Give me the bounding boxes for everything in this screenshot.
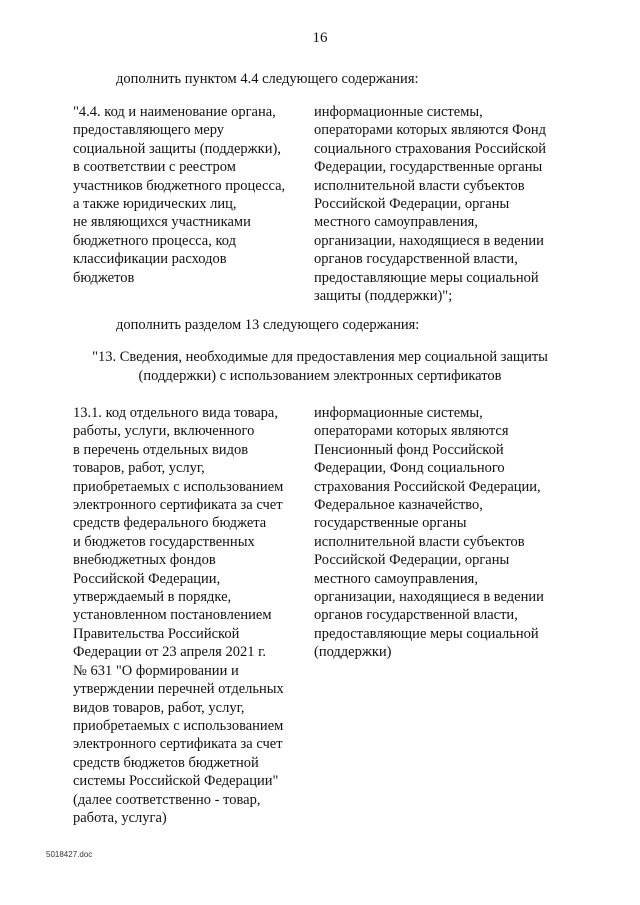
text-line: в перечень отдельных видов — [73, 441, 249, 458]
text-line: бюджетного процесса, код — [73, 232, 236, 249]
text-line: средств бюджетов бюджетной — [73, 754, 259, 771]
text-line: электронного сертификата за счет — [73, 736, 283, 753]
section-13-heading — [60, 348, 580, 386]
text-line: органов государственной власти, — [314, 251, 518, 268]
text-line: утверждении перечней отдельных — [73, 681, 284, 698]
text-line: (поддержки) — [314, 644, 392, 661]
text-line: внебюджетных фондов — [73, 552, 216, 569]
text-line: Пенсионный фонд Российской — [314, 441, 504, 458]
text-line: Федерации от 23 апреля 2021 г. — [73, 644, 267, 661]
text-line: "13. Сведения, необходимые для предоставления мер социальной защиты — [92, 349, 548, 365]
text-line: системы Российской Федерации" — [73, 773, 279, 790]
text-line: а также юридических лиц, — [73, 196, 237, 213]
intro-paragraph-section-13: дополнить разделом 13 следующего содержания: — [116, 317, 420, 333]
text-line: товаров, работ, услуг, — [73, 460, 205, 477]
text-line: социальной защиты (поддержки), — [73, 140, 281, 157]
text-line: утверждаемый в порядке, — [73, 589, 232, 606]
text-line: исполнительной власти субъектов — [314, 177, 525, 194]
text-line: Федеральное казначейство, — [314, 497, 483, 514]
text-line: Российской Федерации, органы — [314, 552, 510, 569]
text-line: предоставляющего меру — [73, 122, 225, 139]
text-line: видов товаров, работ, услуг, — [73, 699, 245, 716]
text-line: и бюджетов государственных — [73, 533, 255, 550]
text-line: классификации расходов — [73, 251, 227, 268]
text-line: Российской Федерации, органы — [314, 196, 510, 213]
text-line: "4.4. код и наименование органа, — [73, 104, 276, 120]
text-line: в соответствии с реестром — [73, 159, 236, 176]
row-13-1-right-column — [314, 404, 574, 662]
text-line: 13.1. код отдельного вида товара, — [73, 405, 278, 421]
text-line: Федерации, государственные органы — [314, 159, 543, 176]
text-line: работы, услуги, включенного — [73, 423, 255, 440]
text-line: социального страхования Российской — [314, 140, 547, 157]
text-line: электронного сертификата за счет — [73, 497, 283, 514]
text-line: не являющихся участниками — [73, 214, 251, 231]
text-line: информационные системы, — [314, 104, 483, 120]
text-line: государственные органы — [314, 515, 467, 532]
text-line: участников бюджетного процесса, — [73, 177, 286, 194]
text-line: Российской Федерации, — [73, 570, 221, 587]
text-line: органов государственной власти, — [314, 607, 518, 624]
text-line: защиты (поддержки)"; — [314, 288, 453, 305]
text-line: местного самоуправления, — [314, 214, 478, 231]
text-line: местного самоуправления, — [314, 570, 478, 587]
text-line: организации, находящиеся в ведении — [314, 232, 544, 249]
footer-document-name: 5018427.doc — [46, 850, 93, 859]
text-line: предоставляющие меры социальной — [314, 625, 539, 642]
text-line: приобретаемых с использованием — [73, 478, 284, 495]
text-line: (поддержки) с использованием электронных сертификатов — [138, 368, 502, 384]
text-line: № 631 "О формировании и — [73, 662, 239, 679]
text-line: приобретаемых с использованием — [73, 717, 284, 734]
text-line: операторами которых являются — [314, 423, 509, 440]
text-line: исполнительной власти субъектов — [314, 533, 525, 550]
text-line: установленном постановлением — [73, 607, 272, 624]
text-line: работа, услуга) — [73, 809, 167, 826]
row-4-4-right-column — [314, 103, 574, 305]
text-line: предоставляющие меры социальной — [314, 269, 539, 286]
text-line: Федерации, Фонд социального — [314, 460, 505, 477]
text-line: страхования Российской Федерации, — [314, 478, 541, 495]
row-4-4-left-column — [73, 103, 305, 287]
text-line: Правительства Российской — [73, 625, 240, 642]
text-line: организации, находящиеся в ведении — [314, 589, 544, 606]
text-line: операторами которых являются Фонд — [314, 122, 546, 139]
text-line: (далее соответственно - товар, — [73, 791, 261, 808]
text-line: средств федерального бюджета — [73, 515, 267, 532]
page-number: 16 — [312, 30, 328, 46]
intro-paragraph-4-4: дополнить пунктом 4.4 следующего содержания: — [116, 71, 419, 87]
row-13-1-left-column — [73, 404, 305, 827]
text-line: бюджетов — [73, 269, 135, 286]
text-line: информационные системы, — [314, 405, 483, 421]
